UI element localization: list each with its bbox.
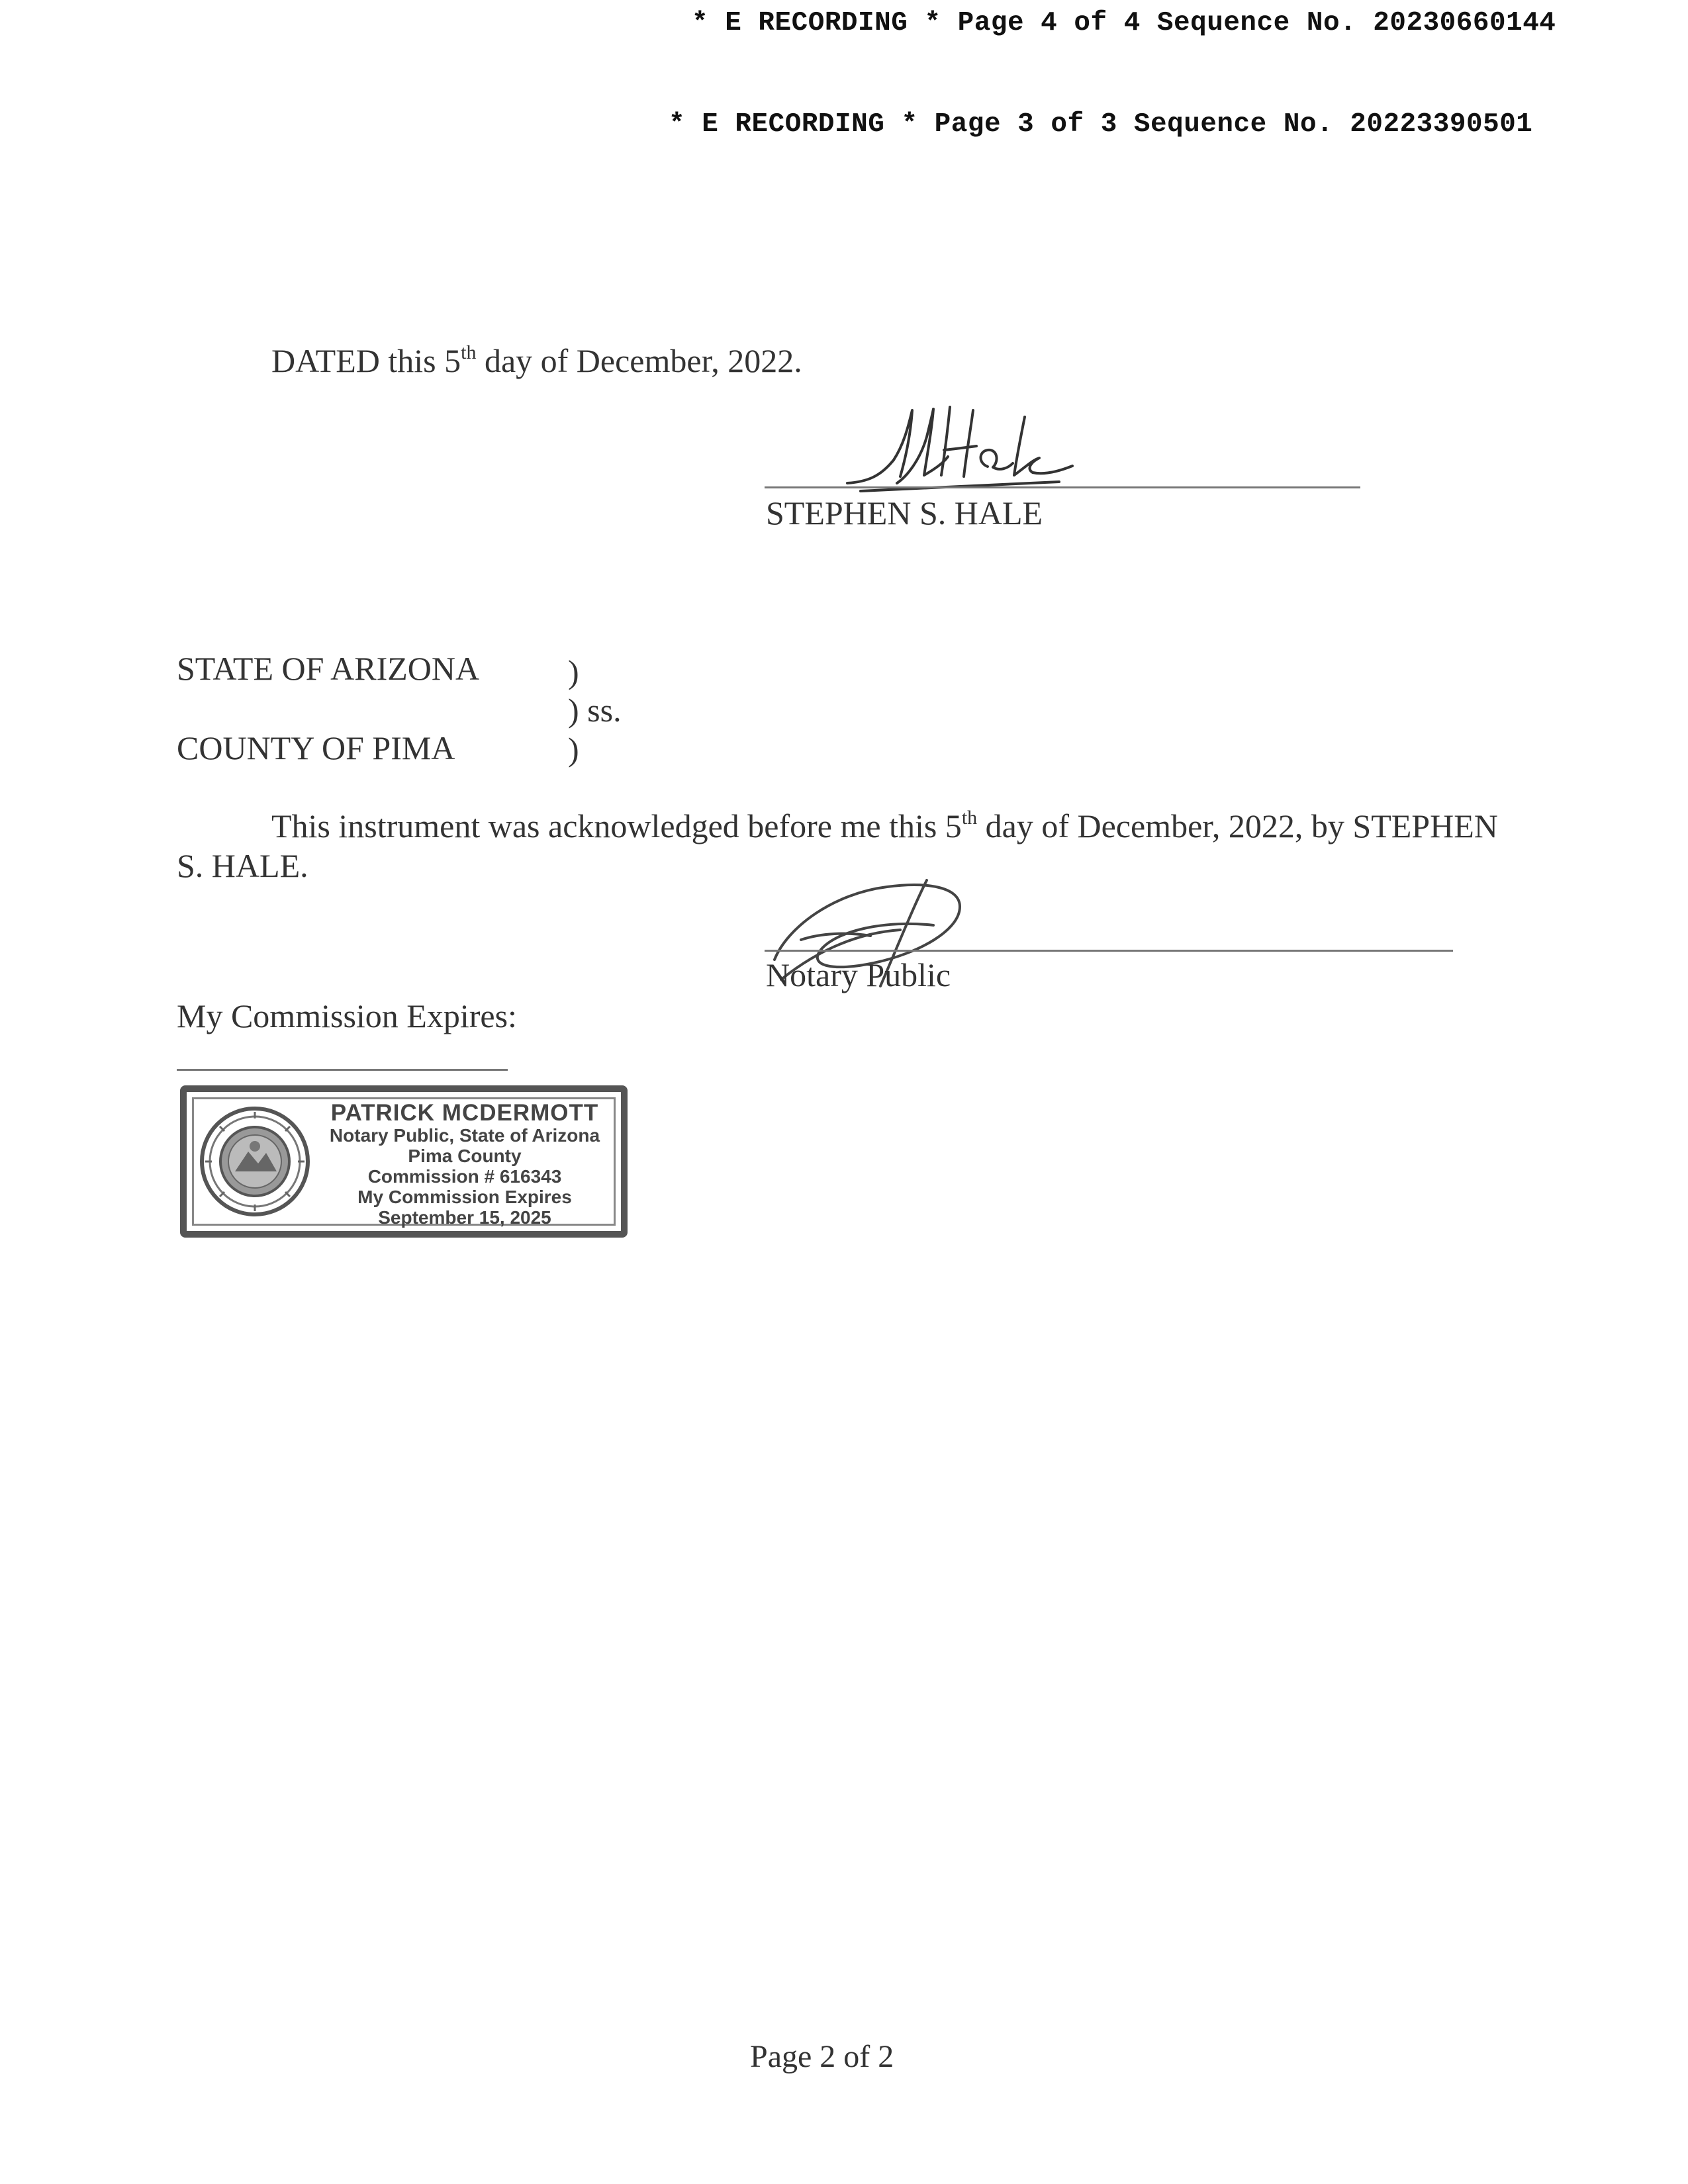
stamp-expires-label: My Commission Expires: [357, 1187, 572, 1207]
dated-line: [271, 341, 802, 381]
page-number: Page 2 of 2: [750, 2039, 894, 2074]
signer-signature-image: [834, 397, 1086, 496]
acknowledgment-line-2: S. HALE.: [177, 847, 308, 884]
ack-prefix: This instrument was acknowledged before me this 5: [271, 807, 962, 844]
venue-paren-ss: ) ss.: [568, 692, 622, 729]
stamp-county: Pima County: [408, 1146, 522, 1166]
ack-ordinal: th: [961, 807, 978, 829]
stamp-notary-title: Notary Public, State of Arizona: [329, 1125, 600, 1146]
venue-paren-1: ): [568, 653, 579, 690]
stamp-commission-number: Commission # 616343: [367, 1166, 562, 1187]
notary-label: Notary Public: [766, 956, 951, 993]
signer-name: STEPHEN S. HALE: [766, 494, 1043, 531]
commission-expires-label: My Commission Expires:: [177, 997, 517, 1034]
stamp-expires-date: September 15, 2025: [378, 1207, 551, 1228]
notary-signature-line: [765, 950, 1453, 952]
venue-paren-3: ): [568, 731, 579, 768]
venue-state: STATE OF ARIZONA: [177, 650, 480, 687]
stamp-notary-name: PATRICK MCDERMOTT: [330, 1100, 599, 1126]
notary-stamp-text: [319, 1101, 610, 1228]
acknowledgment-line-1: [271, 806, 1498, 846]
recording-header-2: * E RECORDING * Page 3 of 3 Sequence No. 20223390501: [669, 109, 1533, 140]
notary-stamp: [180, 1085, 628, 1238]
recording-header-1: * E RECORDING * Page 4 of 4 Sequence No. 20230660144: [692, 8, 1556, 38]
dated-ordinal: th: [461, 341, 477, 363]
dated-suffix: day of December, 2022.: [476, 342, 802, 379]
commission-expires-line: [177, 1069, 508, 1071]
ack-suffix: day of December, 2022, by STEPHEN: [977, 807, 1498, 844]
venue-county: COUNTY OF PIMA: [177, 729, 455, 766]
signer-signature-line: [765, 486, 1360, 488]
arizona-seal-icon: [199, 1105, 311, 1218]
dated-prefix: DATED this 5: [271, 342, 461, 379]
